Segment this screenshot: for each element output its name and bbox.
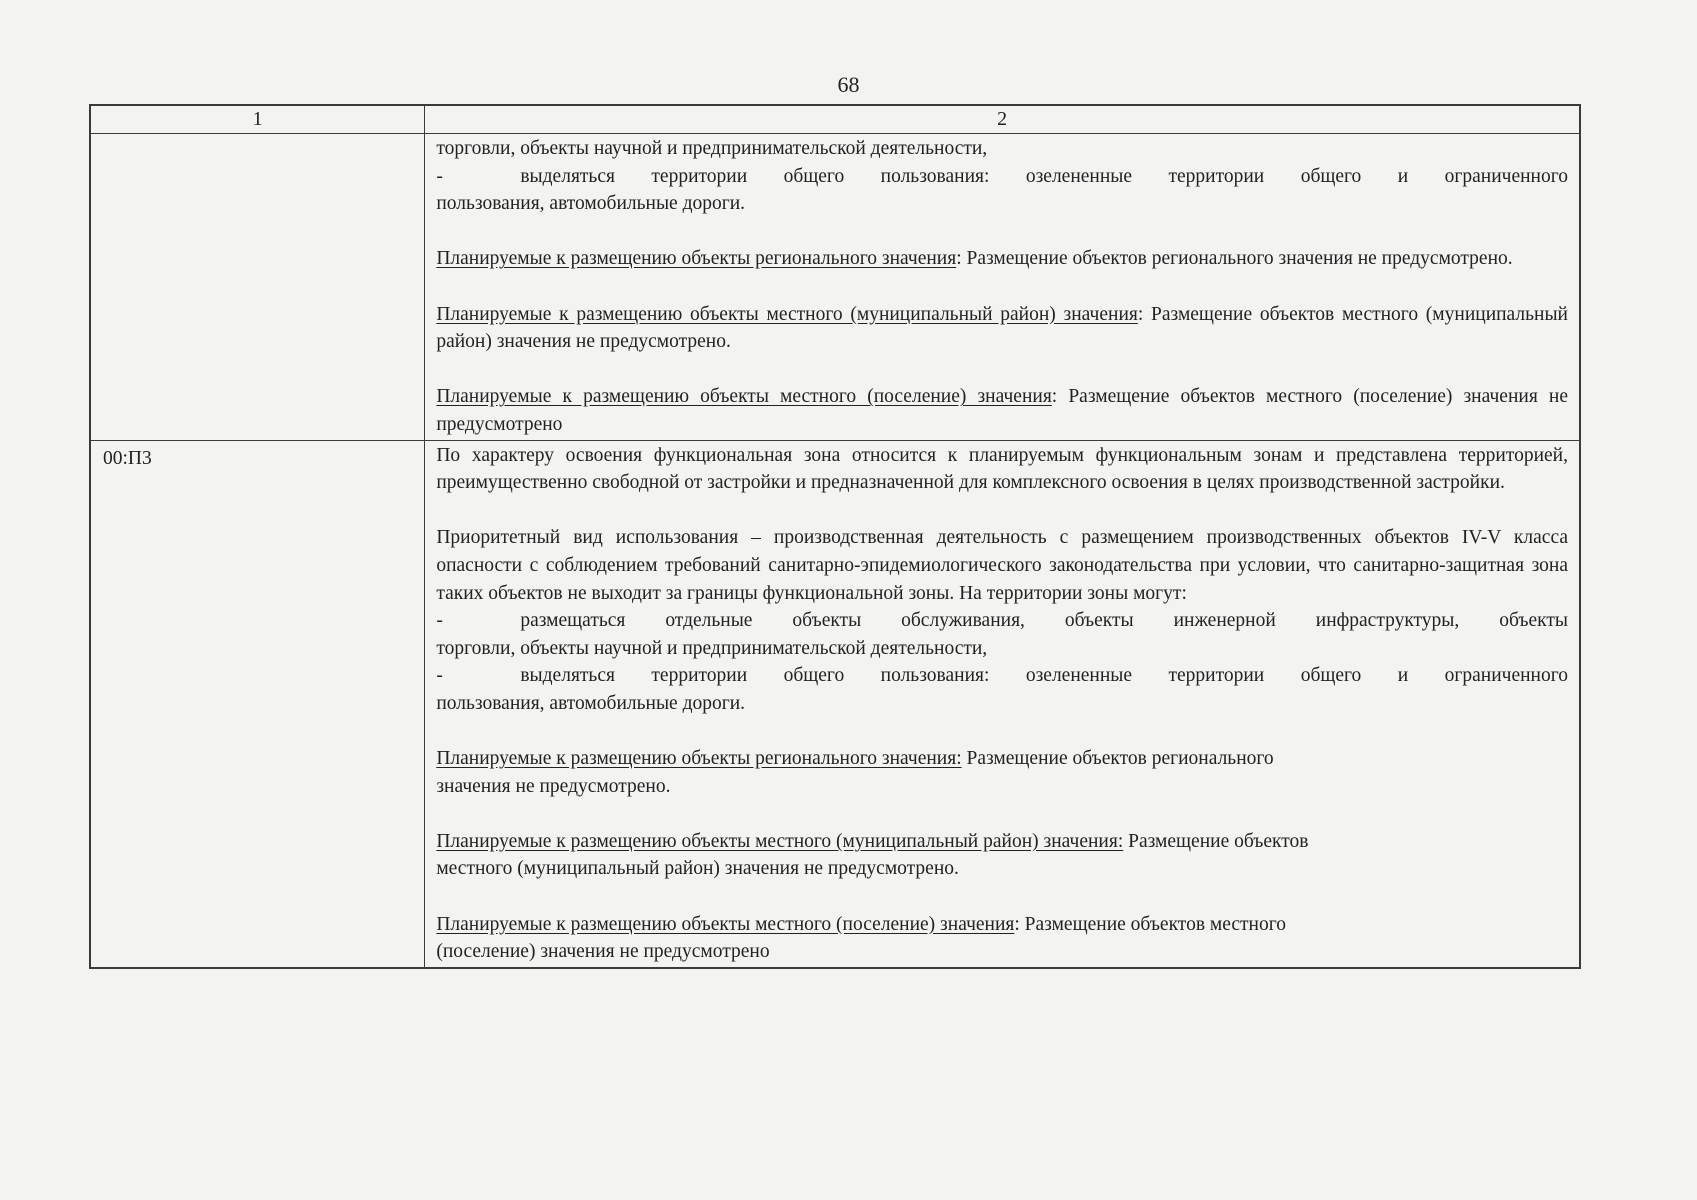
bullet-dash: - <box>436 665 443 687</box>
list-item <box>436 163 1568 218</box>
header-col-2: 2 <box>425 105 1580 134</box>
settlement-objects-paragraph <box>436 911 1568 966</box>
list-item <box>436 607 1568 662</box>
list-item-text-cont: торговли, объекты научной и предпринимательской деятельности, <box>436 637 988 659</box>
regional-objects-text: : Размещение объектов регионального значения не предусмотрено. <box>956 248 1513 270</box>
zone-description-cell <box>425 134 1580 441</box>
zone-description-cell <box>425 440 1580 968</box>
regional-objects-label: Планируемые к размещению объекты регионального значения: <box>436 748 962 770</box>
intro-paragraph: По характеру освоения функциональная зона относится к планируемым функциональным зонам и представлена территорией, преимущественно свободной от застройки и предназначенной для комплексного освоения в целях производственной застройки. <box>436 444 1568 494</box>
settlement-objects-label: Планируемые к размещению объекты местного (поселение) значения <box>436 386 1052 408</box>
regional-objects-text: Размещение объектов регионального <box>961 748 1274 770</box>
settlement-objects-text: : Размещение объектов местного (поселение) значения не предусмотрено <box>436 386 1568 435</box>
zones-table <box>89 104 1581 969</box>
bullet-dash: - <box>436 165 443 187</box>
regional-objects-paragraph <box>436 745 1568 800</box>
list-item-text-cont: пользования, автомобильные дороги. <box>436 193 746 215</box>
header-col-1: 1 <box>90 105 425 134</box>
priority-paragraph: Приоритетный вид использования – производственная деятельность с размещением производственных объектов IV-V класса опасности с соблюдением требований санитарно-эпидемиологического законодательства при условии, что санитарно-защитная зона таких объектов не выходит за границы функциональной зоны. На территории зоны могут: <box>436 527 1568 604</box>
municipal-objects-label: Планируемые к размещению объекты местного (муниципальный район) значения <box>436 303 1138 325</box>
settlement-objects-paragraph <box>436 383 1568 438</box>
municipal-objects-text: : Размещение объектов местного (муниципальный район) значения не предусмотрено. <box>436 303 1568 353</box>
list-item-text-cont: пользования, автомобильные дороги. <box>436 692 746 714</box>
municipal-objects-text-cont: местного (муниципальный район) значения не предусмотрено. <box>436 858 959 880</box>
municipal-objects-paragraph <box>436 301 1568 356</box>
table-row <box>90 134 1580 441</box>
list-item-text: размещаться отдельные объекты обслуживания, объекты инженерной инфраструктуры, объекты <box>520 610 1568 632</box>
text-line: торговли, объекты научной и предпринимательской деятельности, <box>436 138 988 159</box>
zone-code-cell: 00:П3 <box>90 440 425 968</box>
settlement-objects-text-cont: (поселение) значения не предусмотрено <box>436 941 770 963</box>
list-item <box>436 662 1568 717</box>
regional-objects-label: Планируемые к размещению объекты регионального значения <box>436 248 957 270</box>
zone-code-cell <box>90 134 425 441</box>
list-item-text: выделяться территории общего пользования: озелененные территории общего и ограниченного <box>520 665 1568 687</box>
settlement-objects-text: : Размещение объектов местного <box>1014 913 1287 935</box>
list-item-text: выделяться территории общего пользования: озелененные территории общего и ограниченного <box>520 165 1568 187</box>
regional-objects-text-cont: значения не предусмотрено. <box>436 775 671 797</box>
table-header-row <box>90 105 1580 134</box>
municipal-objects-label: Планируемые к размещению объекты местного (муниципальный район) значения: <box>436 830 1124 852</box>
regional-objects-paragraph <box>436 245 1568 273</box>
bullet-dash: - <box>436 610 443 632</box>
page-number: 68 <box>837 72 860 97</box>
settlement-objects-label: Планируемые к размещению объекты местного (поселение) значения <box>436 913 1015 935</box>
municipal-objects-text: Размещение объектов <box>1123 830 1309 852</box>
municipal-objects-paragraph <box>436 828 1568 883</box>
table-row <box>90 440 1580 968</box>
